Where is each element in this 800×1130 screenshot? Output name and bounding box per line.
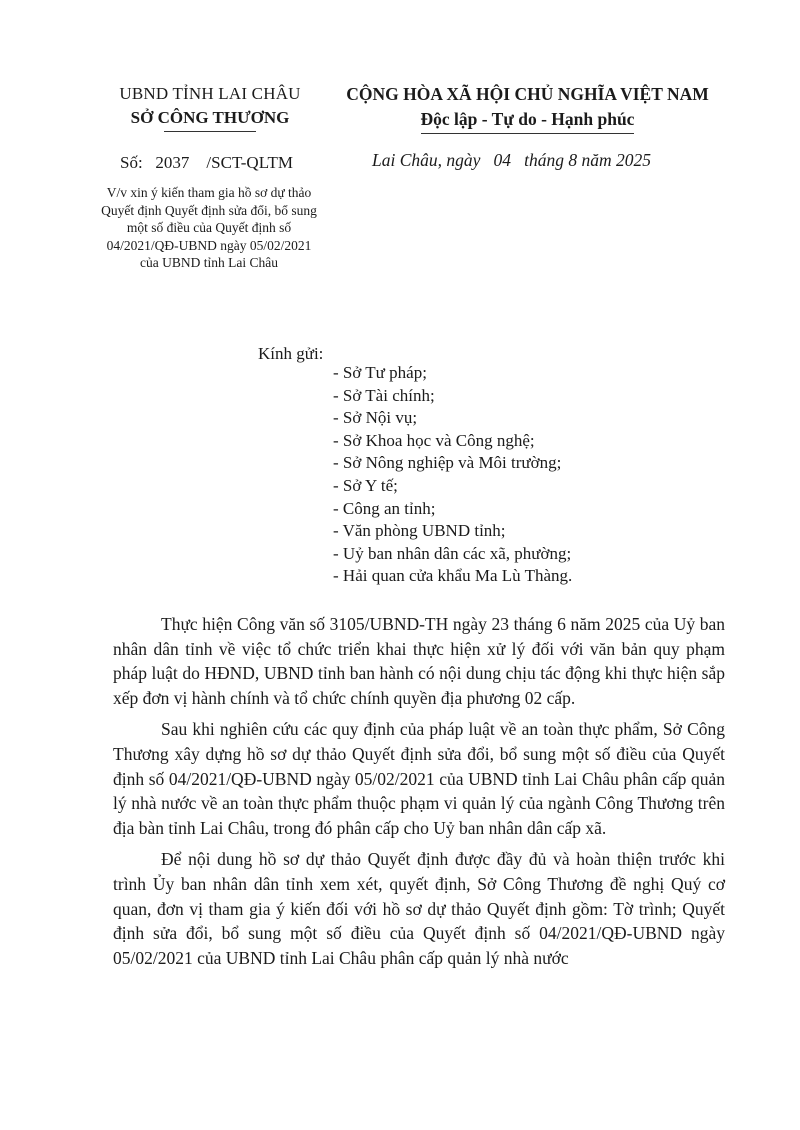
national-motto <box>330 84 725 134</box>
recipient-item: - Sở Tư pháp; <box>333 363 427 382</box>
document-subject: V/v xin ý kiến tham gia hồ sơ dự thảo Quyết định Quyết định sửa đổi, bổ sung một số điều của Quyết định số 04/2021/QĐ-UBND ngày 05/02/2021 của UBND tỉnh Lai Châu <box>101 185 317 270</box>
recipient-item: - Sở Nông nghiệp và Môi trường; <box>333 453 562 473</box>
recipient-item: - Sở Y tế; <box>333 475 398 495</box>
greeting: Kính gửi: <box>258 344 324 363</box>
recipient-item: - Hải quan cửa khẩu Ma Lù Thàng. <box>333 566 573 586</box>
recipient-item: - Sở Nội vụ; <box>333 408 418 428</box>
nation-name: CỘNG HÒA XÃ HỘI CHỦ NGHĨA VIỆT NAM <box>346 84 709 104</box>
recipient-item: - Công an tỉnh; <box>333 498 436 518</box>
body-paragraph: Sau khi nghiên cứu các quy định của pháp luật về an toàn thực phẩm, Sở Công Thương xây dựng hồ sơ dự thảo Quyết định sửa đổi, bổ sung một số điều của Quyết định số 04/2021/QĐ-UBND ngày 05/02/2021 của UBND tỉnh Lai Châu phân cấp quản lý nhà nước về an toàn thực phẩm thuộc phạm vi quản lý của ngành Công Thương trên địa bàn tỉnh Lai Châu, trong đó phân cấp cho Uỷ ban nhân dân cấp xã. <box>113 719 725 838</box>
agency-line-2: SỞ CÔNG THƯƠNG <box>131 108 290 132</box>
body-paragraph: Thực hiện Công văn số 3105/UBND-TH ngày 23 tháng 6 năm 2025 của Uỷ ban nhân dân tỉnh về việc tổ chức triển khai thực hiện xử lý đối với văn bản quy phạm pháp luật do HĐND, UBND tỉnh ban hành có nội dung chịu tác động khi thực hiện sắp xếp đơn vị hành chính và tổ chức chính quyền địa phương 02 cấp. <box>113 614 725 708</box>
issue-date: Lai Châu, ngày 04 tháng 8 năm 2025 <box>372 150 652 170</box>
motto: Độc lập - Tự do - Hạnh phúc <box>421 109 635 134</box>
recipient-item: - Uỷ ban nhân dân các xã, phường; <box>333 543 572 563</box>
issuing-agency <box>100 84 320 132</box>
body-paragraph: Để nội dung hồ sơ dự thảo Quyết định được đầy đủ và hoàn thiện trước khi trình Ủy ban nhân dân tỉnh xem xét, quyết định, Sở Công Thương đề nghị Quý cơ quan, đơn vị tham gia ý kiến đối với hồ sơ dự thảo Quyết định gồm: Tờ trình; Quyết định sửa đổi, bổ sung một số điều của Quyết định số 04/2021/QĐ-UBND ngày 05/02/2021 của UBND tỉnh Lai Châu phân cấp quản lý nhà nước <box>113 849 725 968</box>
agency-line-1: UBND TỈNH LAI CHÂU <box>119 84 301 103</box>
recipient-item: - Sở Khoa học và Công nghệ; <box>333 430 535 450</box>
recipient-item: - Sở Tài chính; <box>333 385 435 405</box>
document-number: Số: 2037 /SCT-QLTM <box>120 153 294 172</box>
recipient-list <box>333 362 572 588</box>
document-body <box>113 612 725 977</box>
recipient-item: - Văn phòng UBND tỉnh; <box>333 521 506 541</box>
